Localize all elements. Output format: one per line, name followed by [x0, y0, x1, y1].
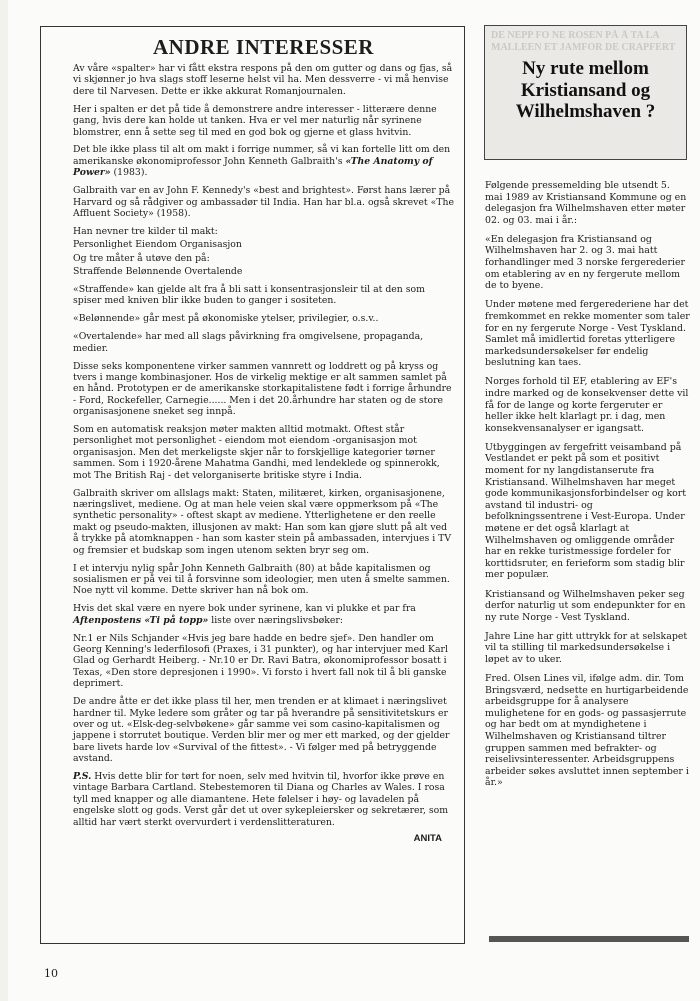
paragraph: De andre åtte er det ikke plass til her, men trenden er at klimaet i næringslivet hardner til. Myke ledere som gråter og tar på hverandre på sensitivitetskurs er over og ut. «Elsk-deg-selvbøkene» går samme vei som casino-kapitalismen og jappene i storrutet boutique. Verden blir mer og mer ett marked, og der gjelder bare livets harde lov «Survival of the fittest». - Vi følger med på betryggende avstand. — [73, 696, 450, 765]
paragraph: Utbyggingen av fergefritt veisamband på Vestlandet er pekt på som et positivt moment for ny langdistanserute fra Kristiansand. Wilhelmshaven har meget gode kommunikasjonsforbindelser og kort avstand til industri- og befolkningssentrene i Vest-Europa. Under møtene er det også klarlagt at Wilhelmshaven og omliggende områder har en rekke turistmessige fordeler for korttidsruter, en ferieform som stadig blir mer populær. — [485, 441, 687, 581]
paragraph-text: Hvis det skal være en nyere bok under syrinene, kan vi plukke et par fra — [73, 603, 416, 615]
power-sources: Personlighet Eiendom Organisasjon — [73, 239, 242, 251]
list-source: Aftenpostens «Ti på topp» — [73, 614, 209, 626]
paragraph: Følgende pressemelding ble utsendt 5. mai 1989 av Kristiansand Kommune og en delegasjon fra Wilhelmshaven etter møter 02. og 03. mai i år.: — [485, 180, 687, 226]
paragraph: Under møtene med fergerederiene har det fremkommet en rekke momenter som taler for en ny fergerute Norge - Vest Tyskland. Samlet må imidlertid foretas ytterligere markedsundersøkelser før endelig beslutning kan taes. — [485, 299, 690, 369]
left-article-box — [40, 26, 465, 944]
paragraph: I et intervju nylig spår John Kenneth Galbraith (80) at både kapitalismen og sosialismen er på vei til å forsvinne som ideologier, men uten å smelte sammen. Noe nytt vil komme. Dette skriver han nå bok om. — [73, 562, 450, 597]
page-edge — [0, 0, 8, 1001]
left-article-title: ANDRE INTERESSER — [153, 35, 374, 59]
right-article-body — [485, 180, 690, 797]
title-line: Kristiansand og — [520, 79, 651, 101]
book-year: (1983). — [110, 167, 148, 179]
paragraph: Galbraith var en av John F. Kennedy's «best and brightest». Først hans lærer på Harvard og så rådgiver og ambassadør til India. Han har bl.a. også skrevet «The Affluent Society» (1958). — [73, 185, 454, 219]
paragraph — [73, 771, 454, 828]
paragraph: «En delegasjon fra Kristiansand og Wilhelmshaven har 2. og 3. mai hatt forhandlinger med 3 norske fergerederier om etablering av en ny fergerute mellom de to byene. — [485, 233, 685, 292]
paragraph: Jahre Line har gitt uttrykk for at selskapet vil ta stilling til markedsundersøkelse i løpet av to uker. — [485, 630, 688, 665]
power-methods: Straffende Belønnende Overtalende — [73, 266, 243, 278]
signature: ANITA — [413, 832, 442, 844]
paragraph: Her i spalten er det på tide å demonstrere andre interesser - litterære denne gang, hvis dere kan holde ut tanken. Hva er vel mer naturlig når syrinene blomstrer, enn å sette seg til med en god bok og gjerne et glass hvitvin. — [73, 103, 437, 138]
paragraph: Nr.1 er Nils Schjander «Hvis jeg bare hadde en bedre sjef». Den handler om Georg Kenning's lederfilosofi (Praxes, i 31 punkter), og har intervjuer med Karl Glad og Gerhardt Heiberg. - Nr.10 er Dr. Ravi Batra, økonomiprofessor bosatt i Texas, «Den store depresjonen i 1990». Vi forsto i hvert fall nok til å bli ganske deprimert. — [73, 632, 448, 690]
paragraph-text: Hvis dette blir for tørt for noen, selv med hvitvin til, hvorfor ikke prøve en vintage Barbara Cartland. Stebestemoren til Diana og Charles av Wales. I rosa tyll med knapper og alle diamantene. Hete følelser i høy- og lavadelen på engelske slott og gods. Verst går det ut over sykepleiersker og sekretærer, som alltid har vært sterkt overvurdert i verdenslitteraturen. — [73, 771, 449, 828]
paragraph: «Belønnende» går mest på økonomiske ytelser, privilegier, o.s.v.. — [73, 313, 379, 325]
paragraph: Galbraith skriver om allslags makt: Staten, militæret, kirken, organisasjonene, næringslivet, mediene. Og at man hele veien skal være oppmerksom på «The synthetic personality» - oftest skapt av mediene. Ytterlighetene er den reelle makt og pseudo-makten, illusjonen av makt: Han som kan gjøre slutt på alt ved å trykke på atomknappen - han som kaster stein på ambassaden, intervjues i TV og fremsier et budskap som ingen utenom sekten bryr seg om. — [73, 487, 452, 556]
bleed-through-text: DE NEPP FO NE ROSEN PÅ Å TA LA MALLEEN ET JAMFOR DE CRAPFERT — [491, 30, 676, 53]
title-line: Wilhelmshaven ? — [515, 101, 656, 122]
page-number: 10 — [44, 967, 58, 980]
ps-label: P.S. — [73, 771, 92, 783]
paragraph — [73, 144, 454, 178]
paragraph: Fred. Olsen Lines vil, ifølge adm. dir. Tom Bringsværd, nedsette en hurtigarbeidende arbeidsgruppe for å analysere mulighetene for en gods- og passasjerrute og har bedt om at myndighetene i Wilhelmshaven og Kristiansand tiltrer gruppen sammen med befrakter- og reiselivsinteressenter. Arbeidsgruppens arbeider søkes avsluttet innen september i år.» — [485, 673, 689, 789]
paragraph — [73, 603, 454, 626]
paragraph: Kristiansand og Wilhelmshaven peker seg derfor naturlig ut som endepunkter for en ny rute Norge - Vest Tyskland. — [485, 588, 686, 623]
paragraph: «Straffende» kan gjelde alt fra å bli satt i konsentrasjonsleir til at den som spiser med kniven blir ikke buden to ganger i sositeten. — [73, 284, 425, 307]
paragraph-text: Det ble ikke plass til alt om makt i forrige nummer, så vi kan fortelle litt om den amerikanske økonomiprofessor John Kenneth Galbraith's — [73, 144, 451, 167]
paragraph: Norges forhold til EF, etablering av EF's indre marked og de konsekvenser dette vil få for de lange og korte fergeruter er heller ikke helt klarlagt pr. i dag, men konsekvensanalyser er igangsatt. — [485, 376, 689, 434]
paragraph: Av våre «spalter» har vi fått ekstra respons på den om gutter og dans og fjas, så vi skjønner jo hva slags stoff leserne helst vil ha. Men dessverre - vi må henvise dere til Narvesen. Dette er ikke akkurat Romanjournalen. — [73, 63, 453, 97]
paragraph: Og tre måter å utøve den på: — [73, 252, 210, 264]
paragraph: Disse seks komponentene virker sammen vannrett og loddrett og på kryss og tvers i mange kombinasjoner. Hos de virkelig mektige er alt sammen samlet på en hånd. Prototypen er de amerikanske storkapitalistene født i forrige århundre - Ford, Rockefeller, Carnegie...... Men i det 20.århundre har staten og de store organisasjonene sneket seg innpå. — [73, 360, 452, 418]
title-line: Ny rute mellom — [522, 58, 649, 79]
right-article-title — [485, 58, 686, 123]
paragraph: «Overtalende» har med all slags påvirkning fra omgivelsene, propaganda, medier. — [73, 331, 424, 354]
book-title: «The Anatomy of Power» — [73, 155, 433, 179]
paragraph: Som en automatisk reaksjon møter makten alltid motmakt. Oftest står personlighet mot personlighet - eiendom mot eiendom -organisasjon mot organisasjon. Men det merkeligste skjer når to forskjellige kategorier tørner sammen. Som i 1920-årene Mahatma Gandhi, med lendeklede og spinnerokk, mot The British Raj - det velorganiserte britiske styre i India. — [73, 424, 440, 481]
list-suffix: liste over næringslivsbøker: — [208, 614, 343, 626]
right-title-box — [484, 25, 687, 160]
divider — [489, 936, 689, 942]
paragraph: Han nevner tre kilder til makt: — [73, 225, 218, 237]
